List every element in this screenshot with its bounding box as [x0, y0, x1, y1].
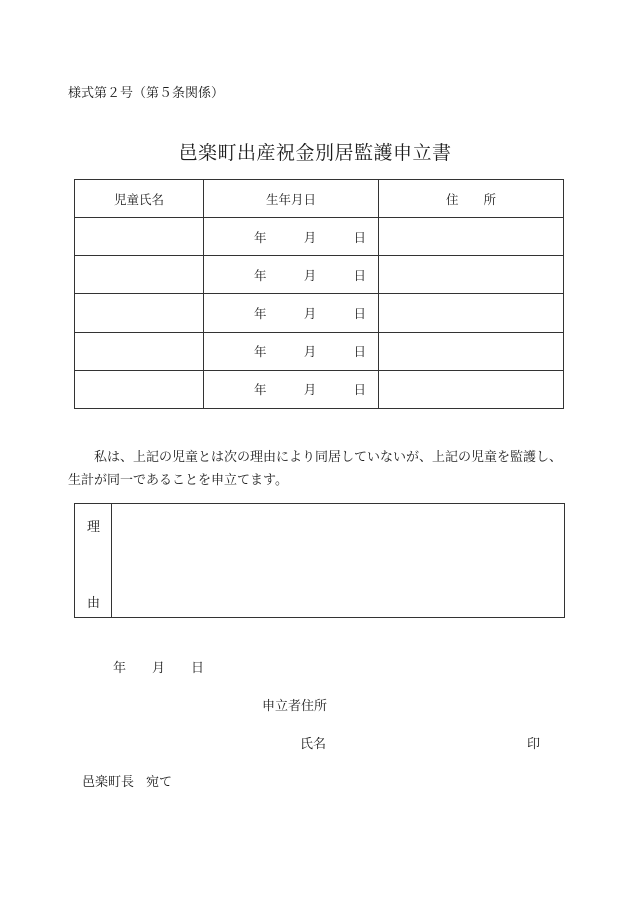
year-label: 年: [254, 267, 267, 283]
reason-label-top: 理: [87, 520, 101, 535]
day-label: 日: [353, 382, 366, 398]
day-label: 日: [353, 344, 366, 360]
year-label: 年: [254, 344, 267, 360]
statement-line-2: 生計が同一であることを申立てます。: [68, 473, 288, 488]
year-label: 年: [113, 661, 127, 676]
header-child-name: 児童氏名: [75, 180, 204, 218]
applicant-address-label: 申立者住所: [262, 699, 328, 714]
table-row: [75, 218, 564, 256]
page-title: 邑楽町出産祝金別居監護申立書: [178, 142, 452, 164]
month-label: 月: [152, 661, 166, 676]
birthdate-cell[interactable]: [204, 294, 379, 332]
address-cell[interactable]: [379, 370, 564, 408]
reason-label-bottom: 由: [87, 596, 101, 611]
reason-field[interactable]: [112, 504, 564, 617]
declaration-statement: [68, 446, 568, 492]
child-name-cell[interactable]: [75, 294, 204, 332]
day-label: 日: [353, 267, 366, 283]
day-label: 日: [191, 661, 205, 676]
applicant-name-label: 氏名: [300, 737, 327, 752]
month-label: 月: [303, 344, 317, 360]
day-label: 日: [353, 306, 366, 322]
child-name-cell[interactable]: [75, 332, 204, 370]
day-label: 日: [353, 229, 366, 245]
table-row: [75, 256, 564, 294]
month-label: 月: [303, 306, 317, 322]
year-label: 年: [254, 229, 267, 245]
statement-line-1: 私は、上記の児童とは次の理由により同居していないが、上記の児童を監護し、: [94, 450, 563, 465]
year-label: 年: [254, 306, 267, 322]
seal-mark: 印: [527, 737, 541, 752]
month-label: 月: [303, 267, 317, 283]
month-label: 月: [303, 382, 317, 398]
table-row: [75, 332, 564, 370]
table-header-row: [75, 180, 564, 218]
reason-label: [75, 504, 112, 617]
table-row: [75, 294, 564, 332]
birthdate-cell[interactable]: [204, 218, 379, 256]
address-cell[interactable]: [379, 332, 564, 370]
application-date[interactable]: [113, 657, 204, 676]
reason-box: [74, 503, 565, 618]
birthdate-cell[interactable]: [204, 332, 379, 370]
child-name-cell[interactable]: [75, 370, 204, 408]
address-cell[interactable]: [379, 294, 564, 332]
birthdate-cell[interactable]: [204, 256, 379, 294]
month-label: 月: [303, 229, 317, 245]
address-cell[interactable]: [379, 218, 564, 256]
birthdate-cell[interactable]: [204, 370, 379, 408]
address-cell[interactable]: [379, 256, 564, 294]
addressee-title: 邑楽町長: [82, 775, 135, 790]
table-row: [75, 370, 564, 408]
addressee: [82, 771, 172, 790]
year-label: 年: [254, 382, 267, 398]
header-address: 住 所: [379, 180, 564, 218]
children-table: [74, 179, 564, 409]
header-birthdate: 生年月日: [204, 180, 379, 218]
child-name-cell[interactable]: [75, 218, 204, 256]
form-number: 様式第２号（第５条関係）: [68, 86, 225, 101]
addressee-suffix: 宛て: [146, 775, 173, 790]
child-name-cell[interactable]: [75, 256, 204, 294]
